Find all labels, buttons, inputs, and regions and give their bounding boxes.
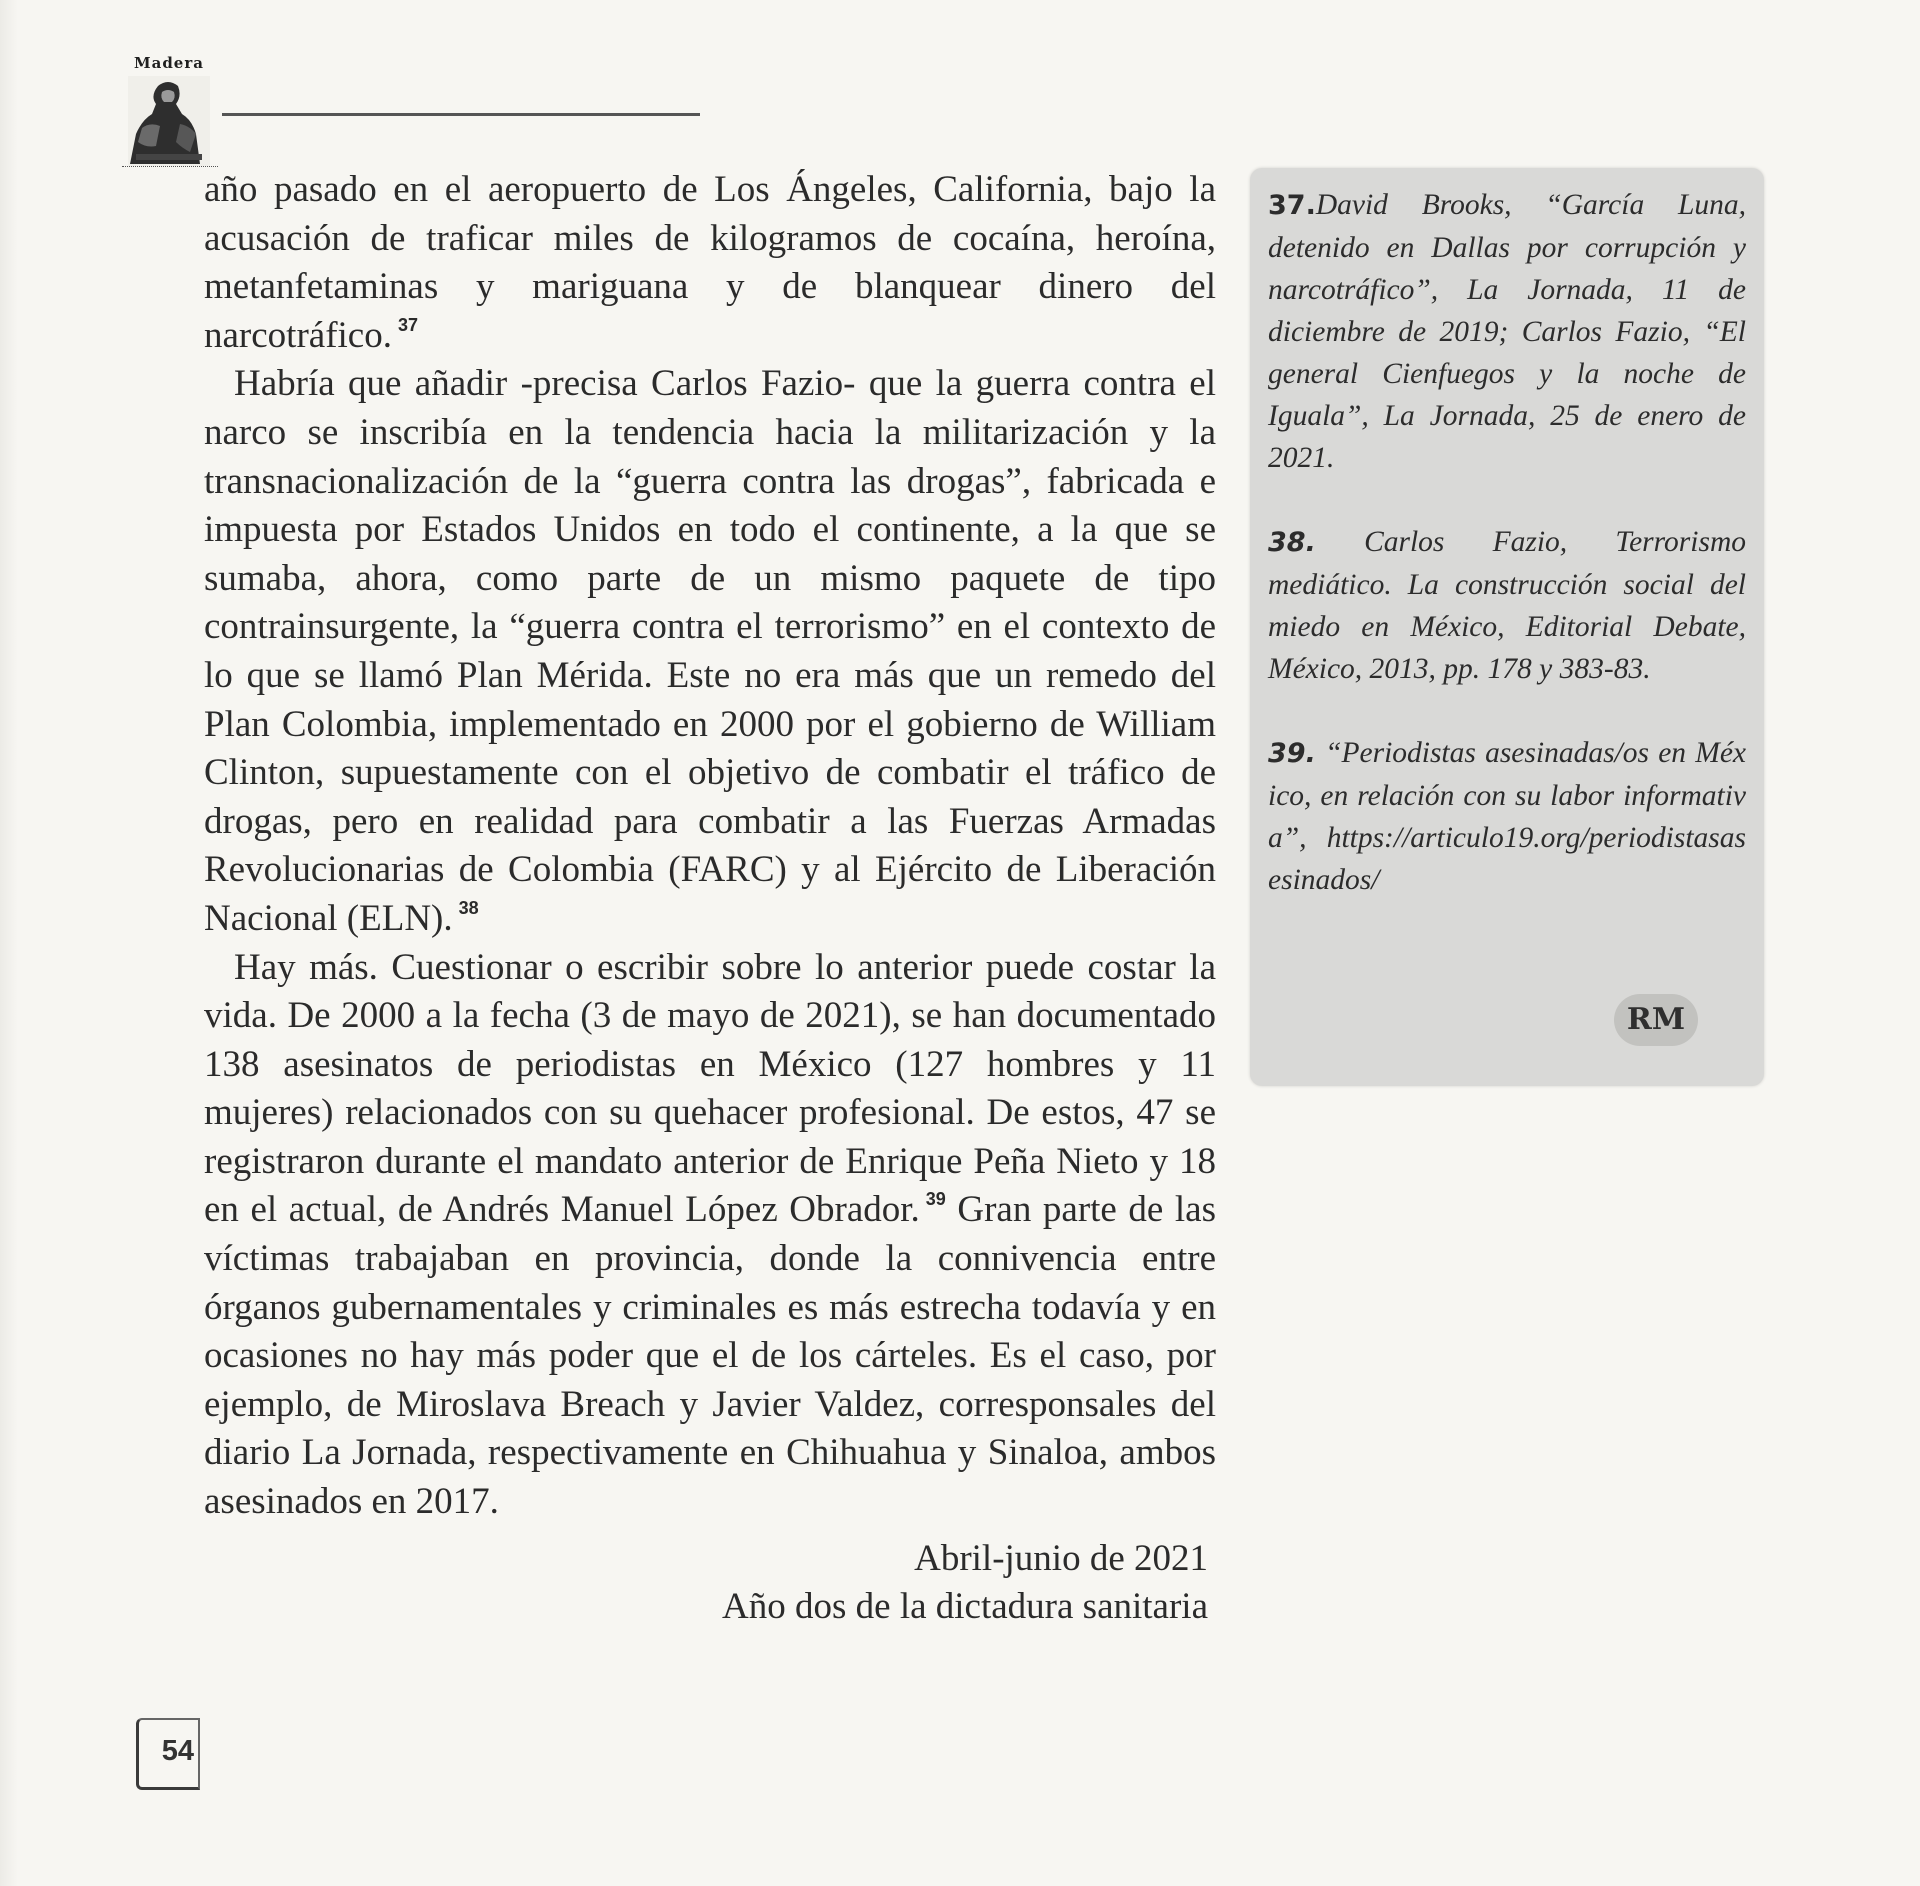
footnote-number: 37. [1268,190,1316,221]
footnote-38 [1268,521,1746,690]
footnote-number: 38. [1268,527,1316,558]
footnote-39 [1268,732,1746,901]
dateline-subtitle: Año dos de la dictadura sanitaria [722,1586,1208,1627]
page-edge [0,0,18,1886]
footnote-ref-39[interactable]: 39 [925,1189,946,1210]
logo-wordmark: Madera [134,54,204,72]
paragraph-2: Habría que añadir -precisa Carlos Fazio- que la guerra contra el narco se inscribía en la tendencia hacia la militarización y la transnacionalización de la “guerra contra las drogas”, fabricada e impuesta por Estados Unidos en todo el continente, a la que se sumaba, ahora, como parte de un mismo paquete de tipo contrainsurgente, la “guerra contra el terrorismo” en el contexto de lo que se llamó Plan Mérida. Este no era más que un remedo del Plan Colombia, implementado en 2000 por el gobierno de William Clinton, supuestamente con el objetivo de combatir el tráfico de drogas, pero en realidad para combatir a las Fuerzas Armadas Revolucionarias de Colombia (FARC) y al Ejército de Liberación Nacional (ELN). $^{38}$ [204,363,1216,939]
dateline [722,1535,1208,1631]
page-number: 54 [136,1718,200,1790]
header-rule [222,113,700,116]
magazine-logo [126,54,212,174]
footnote-ref-38[interactable]: 38 [458,897,479,918]
paragraph-1: año pasado en el aeropuerto de Los Ángeles, California, bajo la acusación de traficar miles de kilogramos de cocaína, heroína, metanfetaminas y mariguana y de blanquear dinero del narcotráfico. $^{37}$ [204,169,1216,356]
footnote-text: David Brooks, “García Luna, detenido en Dallas por corrupción y narcotráfico”, La Jornada, 11 de diciembre de 2019; Carlos Fazio, “El general Cienfuegos y la noche de Iguala”, La Jornada, 25 de enero de 2021. [1268,189,1746,474]
footnote-text: “Periodistas asesinadas/os en México, en relación con su labor informativa”, https://articulo19.org/periodistasasesinados/ [1268,737,1747,896]
footnote-ref-37[interactable]: 37 [397,314,418,335]
footnote-number: 39. [1268,738,1316,769]
footnotes-box [1250,168,1764,1086]
footnote-37 [1268,184,1746,479]
paragraph-3: Hay más. Cuestionar o escribir sobre lo anterior puede costar la vida. De 2000 a la fecha (3 de mayo de 2021), se han documentado 138 asesinatos de periodistas en México (127 hombres y 11 mujeres) relacionados con su quehacer profesional. De estos, 47 se registraron durante el mandato anterior de Enrique Peña Nieto y 18 en el actual, de Andrés Manuel López Obrador. $^{39}$ Gran parte de las víctimas trabajaban en provincia, donde la connivencia entre órganos gubernamentales y criminales es más estrecha todavía y en ocasiones no hay más poder que el de los cárteles. Es el caso, por ejemplo, de Miroslava Breach y Javier Valdez, corresponsales del diario La Jornada, respectivamente en Chihuahua y Sinaloa, ambos asesinados en 2017. [204,946,1216,1523]
logo-illustration-icon [128,76,210,166]
dateline-date: Abril-junio de 2021 [914,1538,1208,1579]
footnote-text: Carlos Fazio, Terrorismo mediático. La construcción social del miedo en México, Editorial Debate, México, 2013, pp. 178 y 383-83. [1268,526,1747,685]
rm-badge: RM [1614,994,1698,1046]
article-body [204,166,1216,1527]
